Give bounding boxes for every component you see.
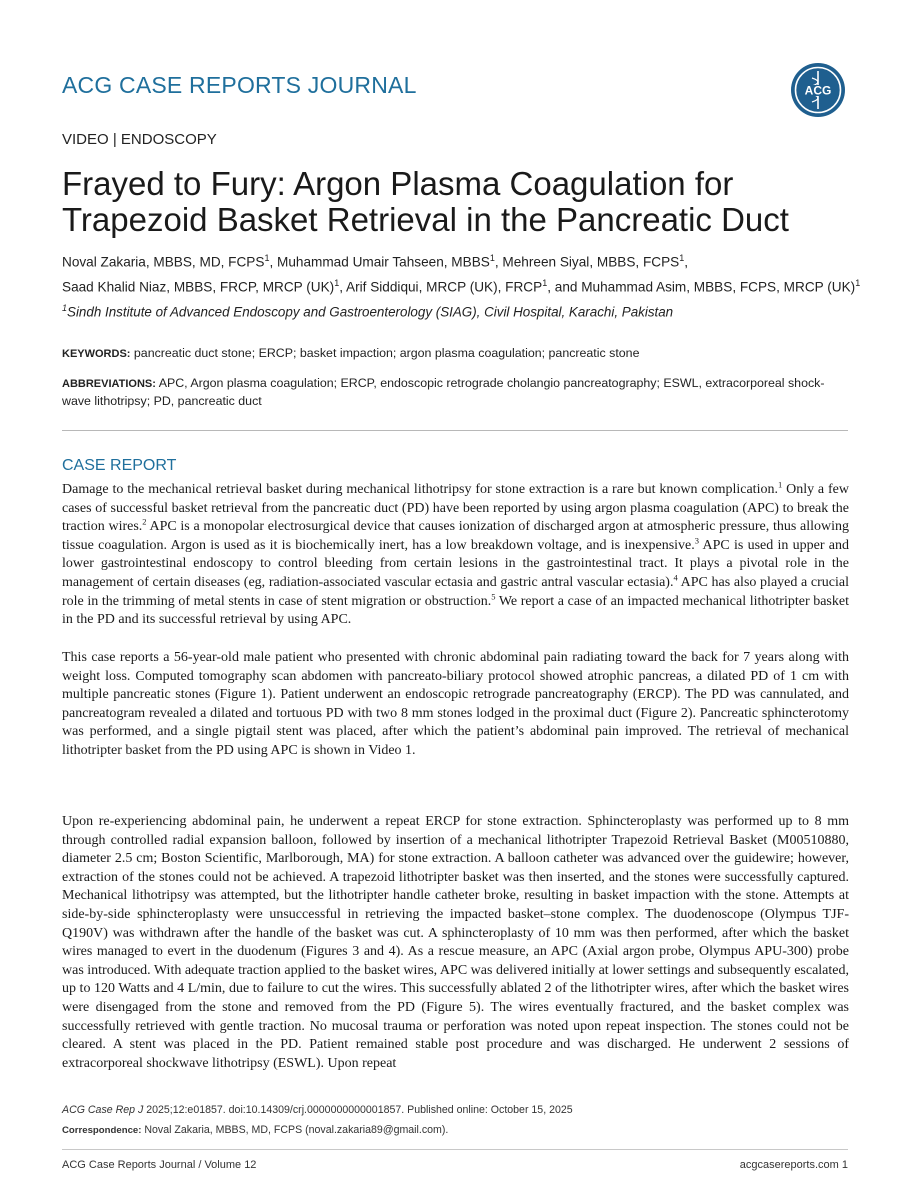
author-affiliation-marker: 1	[489, 253, 495, 263]
section-divider	[62, 430, 848, 431]
paragraph-text: APC is used in upper and lower gastrointestinal endoscopy to control bleeding from certain lesions in the gastrointestinal tract. It plays a pivotal role in the management of certain diseases (eg, radiation-associated vascular ectasia and gastric antral vascular ectasia).	[62, 537, 849, 590]
reference-marker: 5	[491, 590, 496, 601]
author-name: Saad Khalid Niaz, MBBS, FRCP, MRCP (UK)	[62, 279, 335, 295]
correspondence-text: Noval Zakaria, MBBS, MD, FCPS (noval.zakaria89@gmail.com).	[141, 1124, 449, 1136]
reference-marker: 3	[694, 535, 700, 546]
paragraph-text: APC is a monopolar electrosurgical device that causes ionization of discharged argon at atmospheric pressure, thus allowing tissue coagulation. Argon is used as it is biochemically inert, has a low breakdown voltage, and is inexpensive.	[62, 519, 849, 553]
affiliation	[62, 303, 862, 319]
keywords-text: pancreatic duct stone; ERCP; basket impaction; argon plasma coagulation; pancreatic stone	[133, 346, 640, 360]
reference-marker: 4	[673, 572, 678, 583]
reference-marker: 1	[777, 479, 783, 490]
article-title: Frayed to Fury: Argon Plasma Coagulation for Trapezoid Basket Retrieval in the Pancreatic Duct	[62, 165, 789, 238]
author-name: Muhammad Umair Tahseen, MBBS	[277, 254, 490, 270]
paragraph-3: Upon re-experiencing abdominal pain, he underwent a repeat ERCP for stone extraction. Sphincteroplasty was performed up to 8 mm through controlled radial expansion balloon, followed by insertion of a mechanical lithotripter Trapezoid Retrieval Basket (M00510880, diameter 2.5 cm; Boston Scientific, Marlborough, MA) for stone extraction. A balloon catheter was advanced over the guidewire; however, extraction of the stones could not be achieved. A trapezoid lithotripter basket was then inserted, and the stones were successfully captured. Mechanical lithotripsy was attempted, but the lithotripter handle catheter broke, resulting in basket impaction with the stone. Attempts at side-by-side sphincteroplasty were unsuccessful in retrieving the impacted basket–stone complex. The duodenoscope (Olympus TJF-Q190V) was withdrawn after the handle of the basket was cut. A sphincteroplasty of 10 mm was then performed, after which the basket wires managed to evert in the duodenum (Figures 3 and 4). As a rescue measure, an APC (Axial argon probe, Olympus APU-300) probe was introduced. With adequate traction applied to the basket wires, APC was delivered initially at lower settings and subsequently escalated, up to 120 Watts and 4 L/min, due to failure to cut the wires. This successfully ablated 2 of the lithotripter wires, after which the basket wires were disengaged from the stone and removed from the PD (Figure 5). The wires eventually fractured, and the basket complex was successfully retrieved with gentle traction. No mucosal trauma or perforation was noted upon repeat inspection. The stones could not be cleared. A stent was placed in the PD. Patient remained stable post procedure and was discharged. He underwent 2 sessions of extracorporeal shockwave lithotripsy (ESWL). Upon repeat	[62, 814, 849, 1071]
reference-marker: 2	[142, 516, 147, 527]
acg-logo-icon	[790, 62, 846, 118]
affiliation-text: Sindh Institute of Advanced Endoscopy and Gastroenterology (SIAG), Civil Hospital, Karachi, Pakistan	[67, 304, 674, 320]
section-tag: VIDEO | ENDOSCOPY	[62, 131, 217, 148]
author-affiliation-marker: 1	[542, 277, 548, 288]
paragraph-text: We report a case of an impacted mechanical lithotripter basket in the PD and its successful retrieval by using APC.	[62, 593, 849, 628]
case-report-heading: CASE REPORT	[62, 457, 177, 474]
paragraph-text: Damage to the mechanical retrieval basket during mechanical lithotripsy for stone extraction is a rare but known complication.	[62, 482, 778, 497]
footer-journal-volume: ACG Case Reports Journal / Volume 12	[62, 1159, 257, 1171]
abbreviations-text: APC, Argon plasma coagulation; ERCP, endoscopic retrograde cholangio pancreatography; ESWL, extracorporeal shock-wave lithotripsy; PD, pancreatic duct	[62, 376, 825, 408]
correspondence	[62, 1124, 448, 1136]
author-affiliation-marker: 1	[264, 253, 270, 263]
paragraph-2: This case reports a 56-year-old male patient who presented with chronic abdominal pain radiating toward the back for 7 years along with weight loss. Computed tomography scan abdomen with pancreato-biliary protocol showed atrophic pancreas, a dilated PD of 1 cm with multiple pancreatic stones (Figure 1). Patient underwent an endoscopic retrograde pancreatography (ERCP). The PD was cannulated, and pancreatogram revealed a dilated and tortuous PD with two 8 mm stones lodged in the proximal duct (Figure 2). Pancreatic sphincterotomy was performed, and a single pigtail stent was placed, after which the patient’s abdominal pain improved. The retrieval of mechanical lithotripter basket from the PD using APC is shown in Video 1.	[62, 650, 849, 758]
author-name: Muhammad Asim, MBBS, FCPS, MRCP (UK)	[581, 279, 856, 295]
citation	[62, 1104, 573, 1116]
abbreviations-label: ABBREVIATIONS:	[62, 378, 156, 390]
author-affiliation-marker: 1	[855, 277, 861, 288]
citation-journal: ACG Case Rep J	[62, 1104, 144, 1116]
keywords-label: KEYWORDS:	[62, 348, 131, 360]
paragraph-1	[62, 481, 849, 630]
footer-site-page: acgcasereports.com 1	[739, 1159, 848, 1171]
keywords	[62, 346, 852, 360]
affiliation-marker: 1	[62, 303, 68, 313]
author-list: Noval Zakaria, MBBS, MD, FCPS$^1$, Muhammad Umair Tahseen, MBBS$^1$, Mehreen Siyal, MBBS, FCPS$^1$, Saad Khalid Niaz, MBBS, FRCP, MRCP (UK)$^1$, Arif Siddiqui, MRCP (UK), FRCP$^1$, and Muhammad Asim, MBBS, FCPS, MRCP (UK)$^1$	[62, 253, 861, 295]
abbreviations	[62, 375, 852, 410]
author-and: and	[554, 279, 582, 295]
logo-text: ACG	[804, 83, 832, 98]
paragraph-text: APC has also played a crucial role in the trimming of metal stents in case of stent migration or obstruction.	[62, 574, 849, 609]
journal-title: ACG CASE REPORTS JOURNAL	[62, 72, 417, 98]
citation-details: 2025;12:e01857. doi:10.14309/crj.0000000000001857. Published online: October 15, 2025	[143, 1104, 573, 1116]
author-affiliation-marker: 1	[334, 277, 340, 288]
correspondence-label: Correspondence:	[62, 1125, 142, 1136]
author-name: Arif Siddiqui, MRCP (UK), FRCP	[346, 279, 543, 295]
author-name: Noval Zakaria, MBBS, MD, FCPS	[62, 254, 265, 270]
footer-divider	[62, 1149, 848, 1150]
paragraph-text: Only a few cases of successful basket retrieval from the pancreatic duct (PD) have been reported by using argon plasma coagulation (APC) to break the traction wires.	[62, 482, 849, 535]
author-affiliation-marker: 1	[679, 253, 685, 263]
author-name: Mehreen Siyal, MBBS, FCPS	[502, 254, 680, 270]
